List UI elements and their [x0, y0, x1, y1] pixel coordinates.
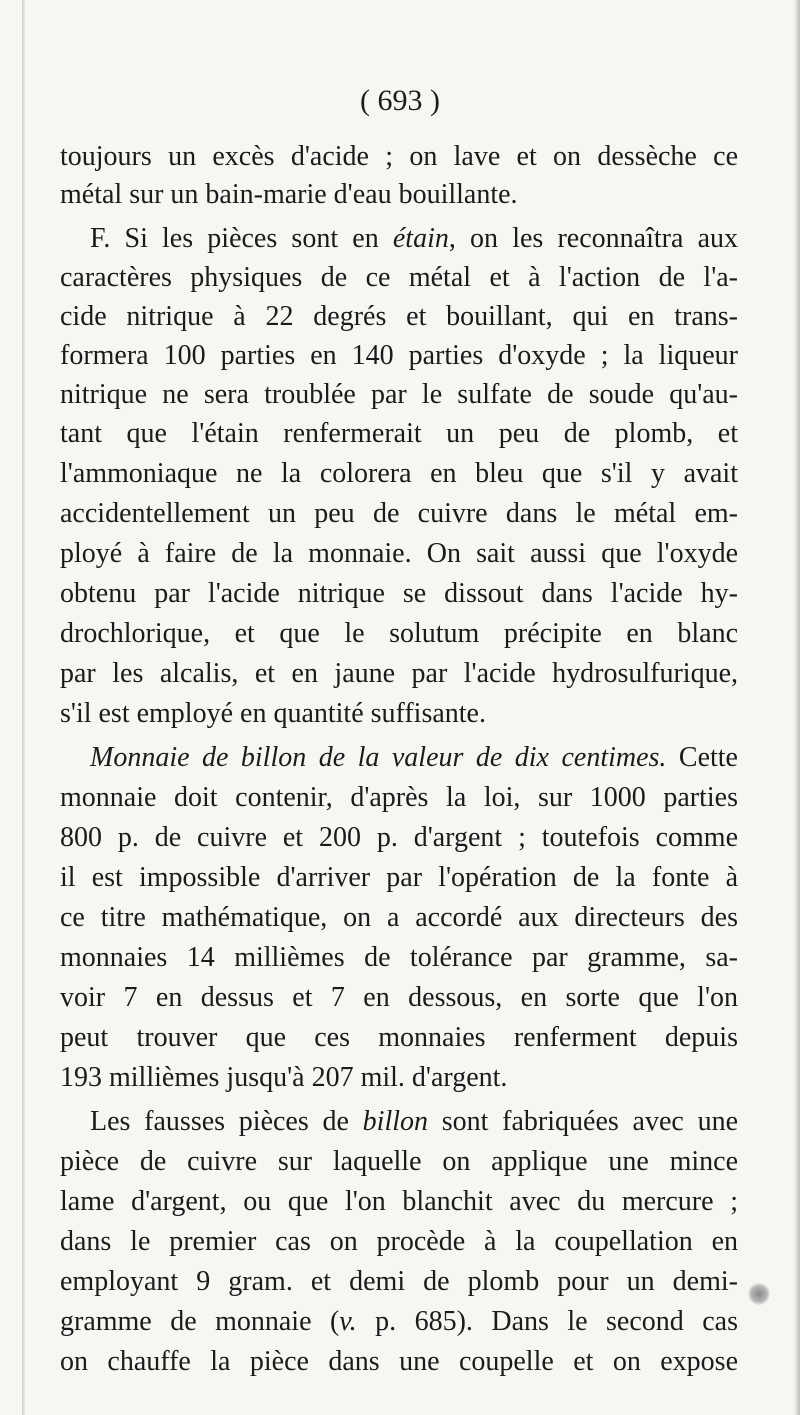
text-line: il est impossible d'arriver par l'opération de la fonte à	[60, 862, 738, 893]
text-line: tant que l'étain renfermerait un peu de plomb, et	[60, 418, 738, 449]
text-line: caractères physiques de ce métal et à l'action de l'a-	[60, 262, 738, 293]
text-line: 193 millièmes jusqu'à 207 mil. d'argent.	[60, 1062, 508, 1093]
text-line: s'il est employé en quantité suffisante.	[60, 698, 486, 729]
text-line: nitrique ne sera troublée par le sulfate de soude qu'au-	[60, 379, 738, 410]
page-number: ( 693 )	[360, 84, 440, 117]
text-line: Monnaie de billon de la valeur de dix centimes. Cette	[90, 742, 738, 773]
text-line: gramme de monnaie (v. p. 685). Dans le second cas	[60, 1306, 738, 1337]
text-line: ce titre mathématique, on a accordé aux directeurs des	[60, 902, 738, 933]
text-line: voir 7 en dessus et 7 en dessous, en sorte que l'on	[60, 982, 738, 1013]
text-line: monnaie doit contenir, d'après la loi, sur 1000 parties	[60, 782, 738, 813]
text-line: obtenu par l'acide nitrique se dissout dans l'acide hy-	[60, 578, 738, 609]
page-edge-right	[794, 0, 800, 1415]
text-line: peut trouver que ces monnaies renferment depuis	[60, 1022, 738, 1053]
text-line: lame d'argent, ou que l'on blanchit avec du mercure ;	[60, 1186, 738, 1217]
text-line: formera 100 parties en 140 parties d'oxyde ; la liqueur	[60, 340, 738, 371]
text-line: métal sur un bain-marie d'eau bouillante.	[60, 179, 518, 210]
text-line: F. Si les pièces sont en étain, on les reconnaîtra aux	[90, 223, 738, 254]
text-line: on chauffe la pièce dans une coupelle et on expose	[60, 1346, 738, 1377]
text-line: Les fausses pièces de billon sont fabriquées avec une	[90, 1106, 738, 1137]
ink-blot	[748, 1283, 770, 1305]
text-line: accidentellement un peu de cuivre dans le métal em-	[60, 498, 738, 529]
text-line: par les alcalis, et en jaune par l'acide hydrosulfurique,	[60, 658, 738, 689]
text-line: employant 9 gram. et demi de plomb pour un demi-	[60, 1266, 738, 1297]
text-line: drochlorique, et que le solutum précipite en blanc	[60, 618, 738, 649]
text-line: ployé à faire de la monnaie. On sait aussi que l'oxyde	[60, 538, 738, 569]
text-line: dans le premier cas on procède à la coupellation en	[60, 1226, 738, 1257]
text-line: toujours un excès d'acide ; on lave et on dessèche ce	[60, 141, 738, 172]
text-line: l'ammoniaque ne la colorera en bleu que s'il y avait	[60, 458, 738, 489]
text-line: cide nitrique à 22 degrés et bouillant, qui en trans-	[60, 301, 738, 332]
page-edge-left	[22, 0, 25, 1415]
text-line: 800 p. de cuivre et 200 p. d'argent ; toutefois comme	[60, 822, 738, 853]
text-line: monnaies 14 millièmes de tolérance par gramme, sa-	[60, 942, 738, 973]
text-line: pièce de cuivre sur laquelle on applique une mince	[60, 1146, 738, 1177]
